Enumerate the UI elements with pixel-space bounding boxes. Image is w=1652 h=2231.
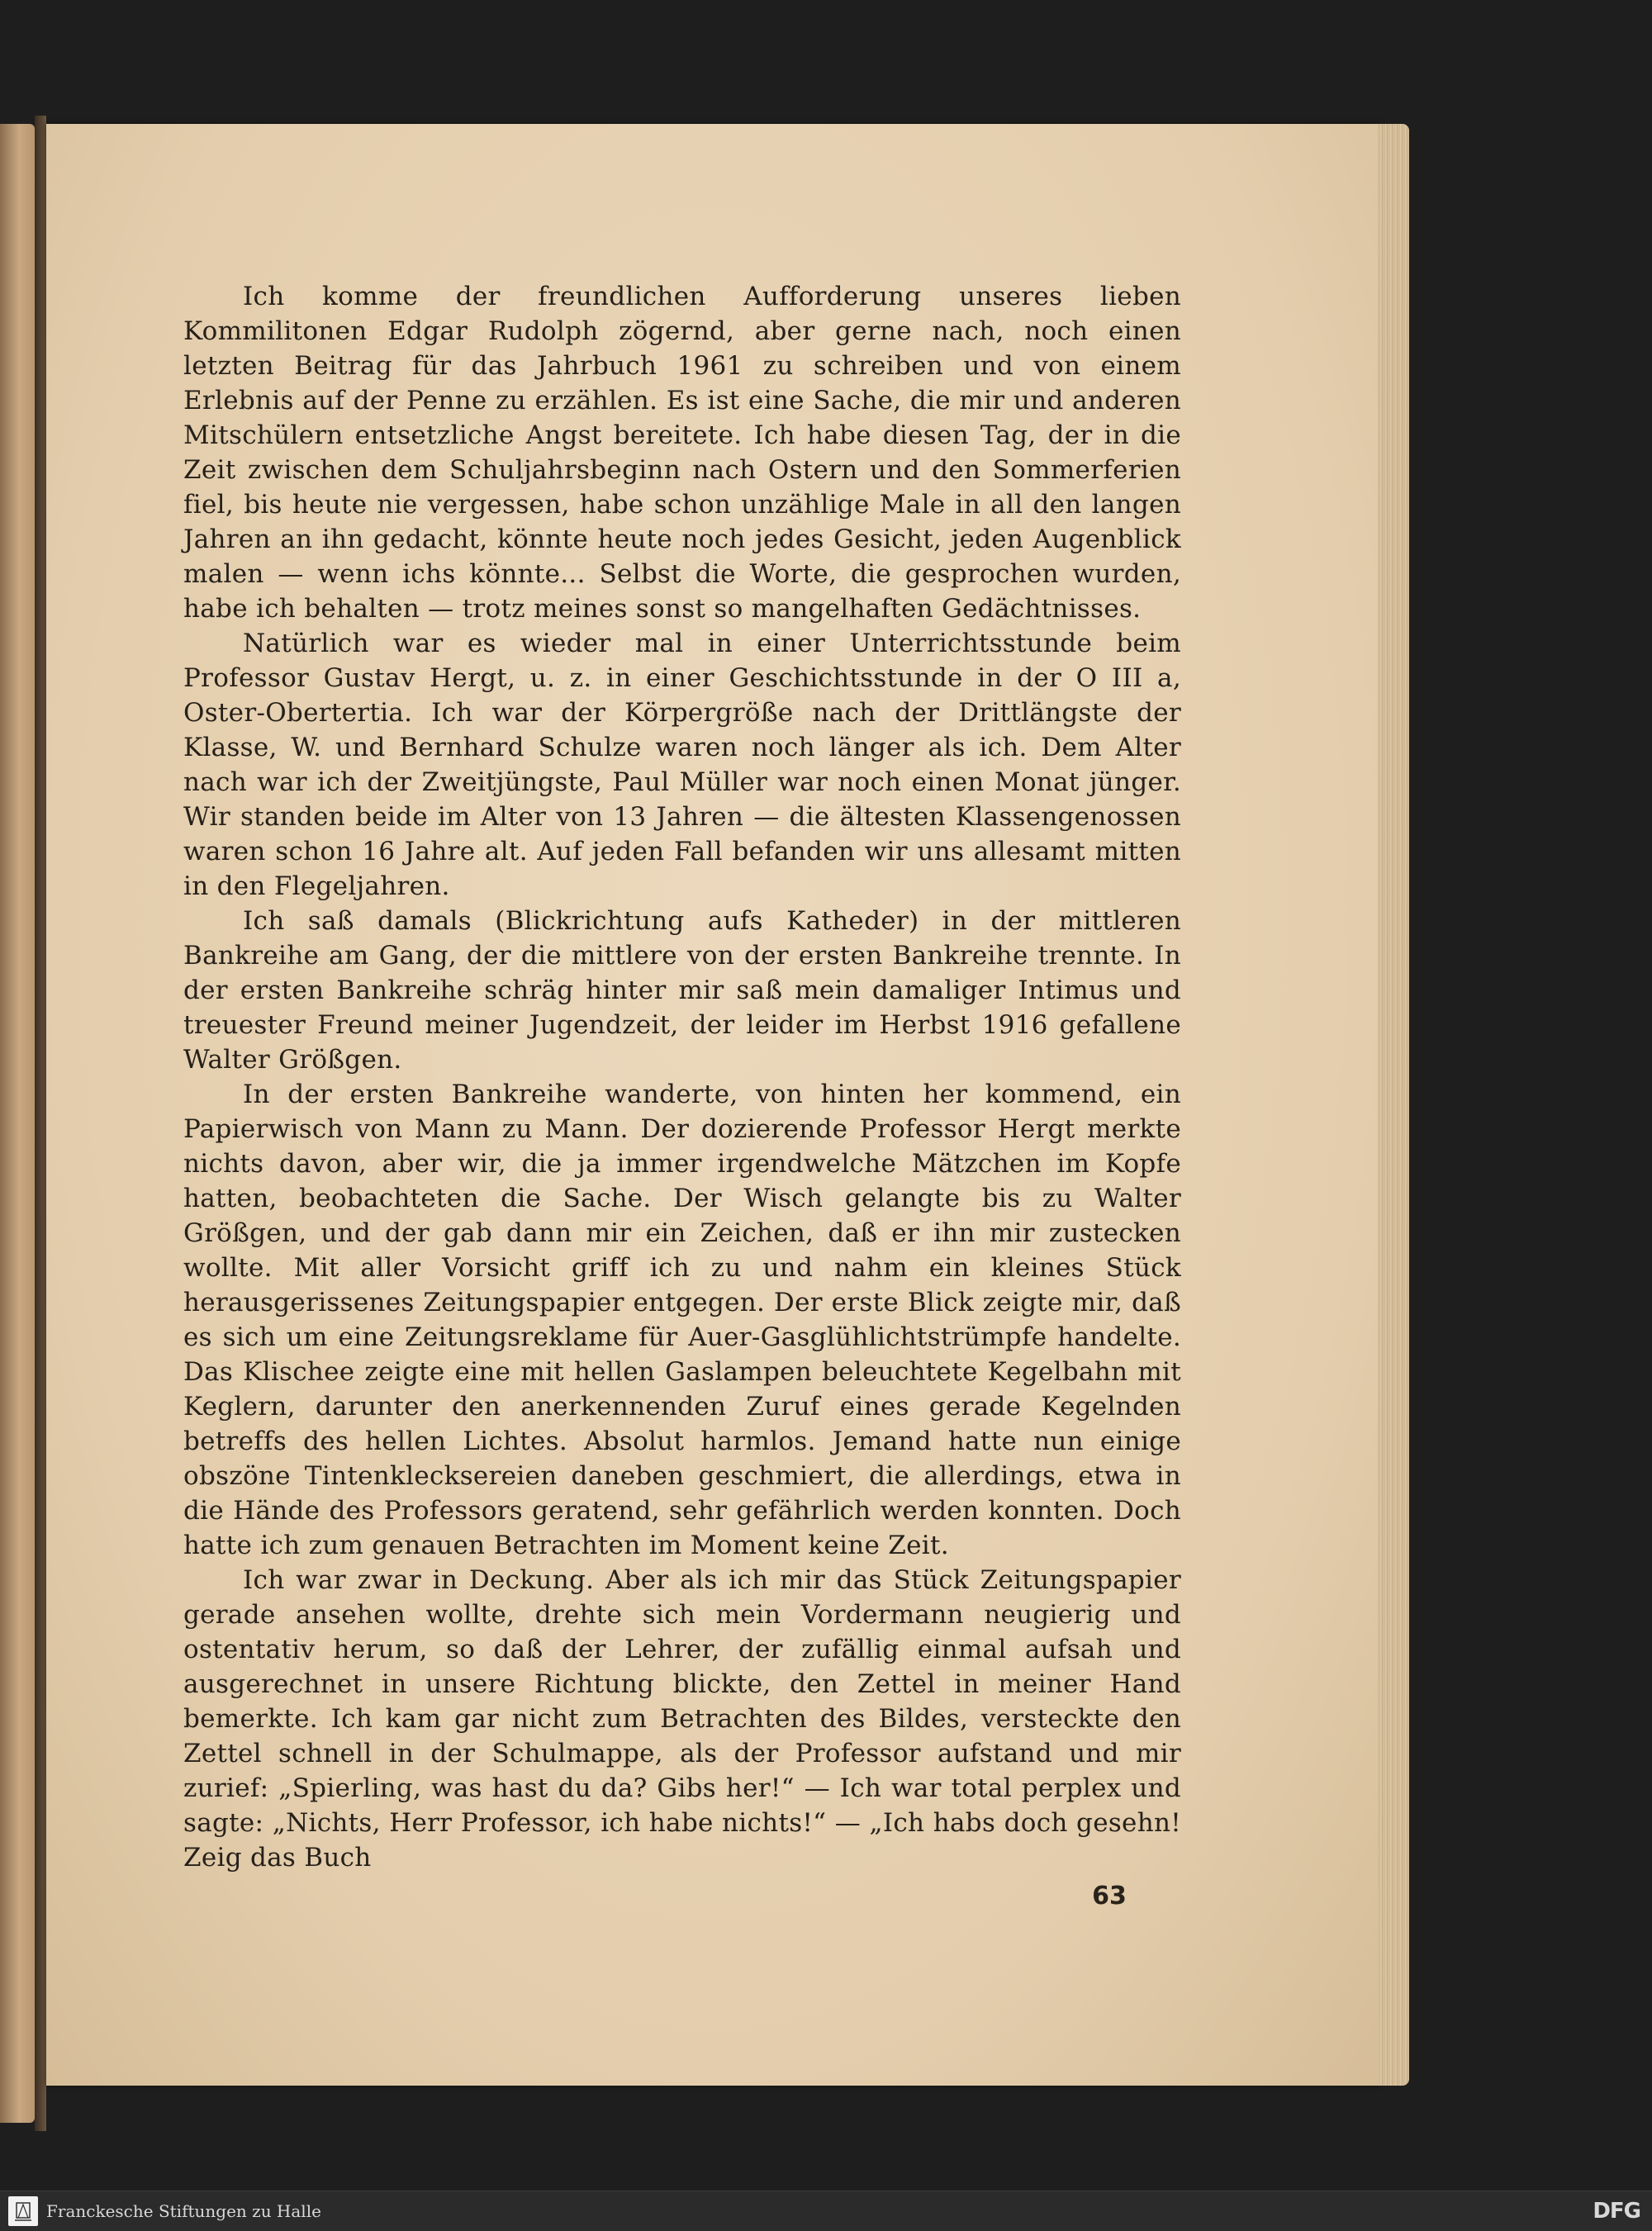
paragraph-3: Ich saß damals (Blickrichtung aufs Katheder) in der mittleren Bankreihe am Gang, der die mittlere von der ersten Bankreihe trennte. In der ersten Bankreihe schräg hinter mir saß mein damaliger Intimus und treuester Freund meiner Jugendzeit, der leider im Herbst 1916 gefallene Walter Größgen. (183, 906, 1181, 1075)
dfg-logo[interactable]: DFG (1593, 2199, 1640, 2224)
paragraph-2: Natürlich war es wieder mal in einer Unterrichtsstunde beim Professor Gustav Hergt, u. z. in einer Geschichtsstunde in der O III a, Oster-Obertertia. Ich war der Körpergröße nach der Drittlängste der Klasse, W. und Bernhard Schulze waren noch länger als ich. Dem Alter nach war ich der Zweitjüngste, Paul Müller war noch einen Monat jünger. Wir standen beide im Alter von 13 Jahren — die ältesten Klassengenossen waren schon 16 Jahre alt. Auf jeden Fall befanden wir uns allesamt mitten in den Flegeljahren. (183, 629, 1181, 901)
paragraph-1: Ich komme der freundlichen Aufforderung unseres lieben Kommilitonen Edgar Rudolph zögernd, aber gerne nach, noch einen letzten Beitrag für das Jahrbuch 1961 zu schreiben und von einem Erlebnis auf der Penne zu erzählen. Es ist eine Sache, die mir und anderen Mitschülern entsetzliche Angst bereitete. Ich habe diesen Tag, der in die Zeit zwischen dem Schuljahrsbeginn nach Ostern und den Sommerferien fiel, bis heute nie vergessen, habe schon unzählige Male in all den langen Jahren an ihn gedacht, könnte heute noch jedes Gesicht, jeden Augenblick malen — wenn ichs könnte... Selbst die Worte, die gesprochen wurden, habe ich behalten — trotz meines sonst so mangelhaften Gedächtnisses. (183, 282, 1181, 624)
paragraph-5: Ich war zwar in Deckung. Aber als ich mir das Stück Zeitungspapier gerade ansehen wollte, drehte sich mein Vordermann neugierig und ostentativ herum, so daß der Lehrer, der zufällig einmal aufsah und ausgerechnet in unsere Richtung blickte, den Zettel in meiner Hand bemerkte. Ich kam gar nicht zum Betrachten des Bildes, versteckte den Zettel schnell in der Schulmappe, als der Professor aufstand und mir zurief: „Spierling, was hast du da? Gibs her!“ — Ich war total perplex und sagte: „Nichts, Herr Professor, ich habe nichts!“ — „Ich habs doch gesehn! Zeig das Buch (183, 1565, 1181, 1873)
institution-name[interactable]: Franckesche Stiftungen zu Halle (46, 2201, 321, 2221)
paragraph-4: In der ersten Bankreihe wanderte, von hinten her kommend, ein Papierwisch von Mann zu Mann. Der dozierende Professor Hergt merkte nichts davon, aber wir, die ja immer irgendwelche Mätzchen im Kopfe hatten, beobachteten die Sache. Der Wisch gelangte bis zu Walter Größgen, und der gab dann mir ein Zeichen, daß er ihn mir zustecken wollte. Mit aller Vorsicht griff ich zu und nahm ein kleines Stück herausgerissenes Zeitungspapier entgegen. Der erste Blick zeigte mir, daß es sich um eine Zeitungsreklame für Auer-Gasglühlichtstrümpfe handelte. Das Klischee zeigte eine mit hellen Gaslampen beleuchtete Kegelbahn mit Keglern, darunter den anerkennenden Zuruf eines gerade Kegelnden betreffs des hellen Lichtes. Absolut harmlos. Jemand hatte nun einige obszöne Tintenklecksereien daneben geschmiert, die allerdings, etwa in die Hände des Professors geratend, sehr gefährlich werden konnten. Doch hatte ich zum genauen Betrachten im Moment keine Zeit. (183, 1080, 1181, 1560)
institution-logo-icon[interactable] (8, 2196, 38, 2226)
page-stack-edge (1378, 124, 1409, 2086)
page-number: 63 (1092, 1882, 1127, 1911)
viewer-footer (0, 2191, 1652, 2231)
book-gutter (35, 116, 46, 2131)
body-text (183, 279, 1181, 1875)
left-page-edge (0, 124, 35, 2123)
